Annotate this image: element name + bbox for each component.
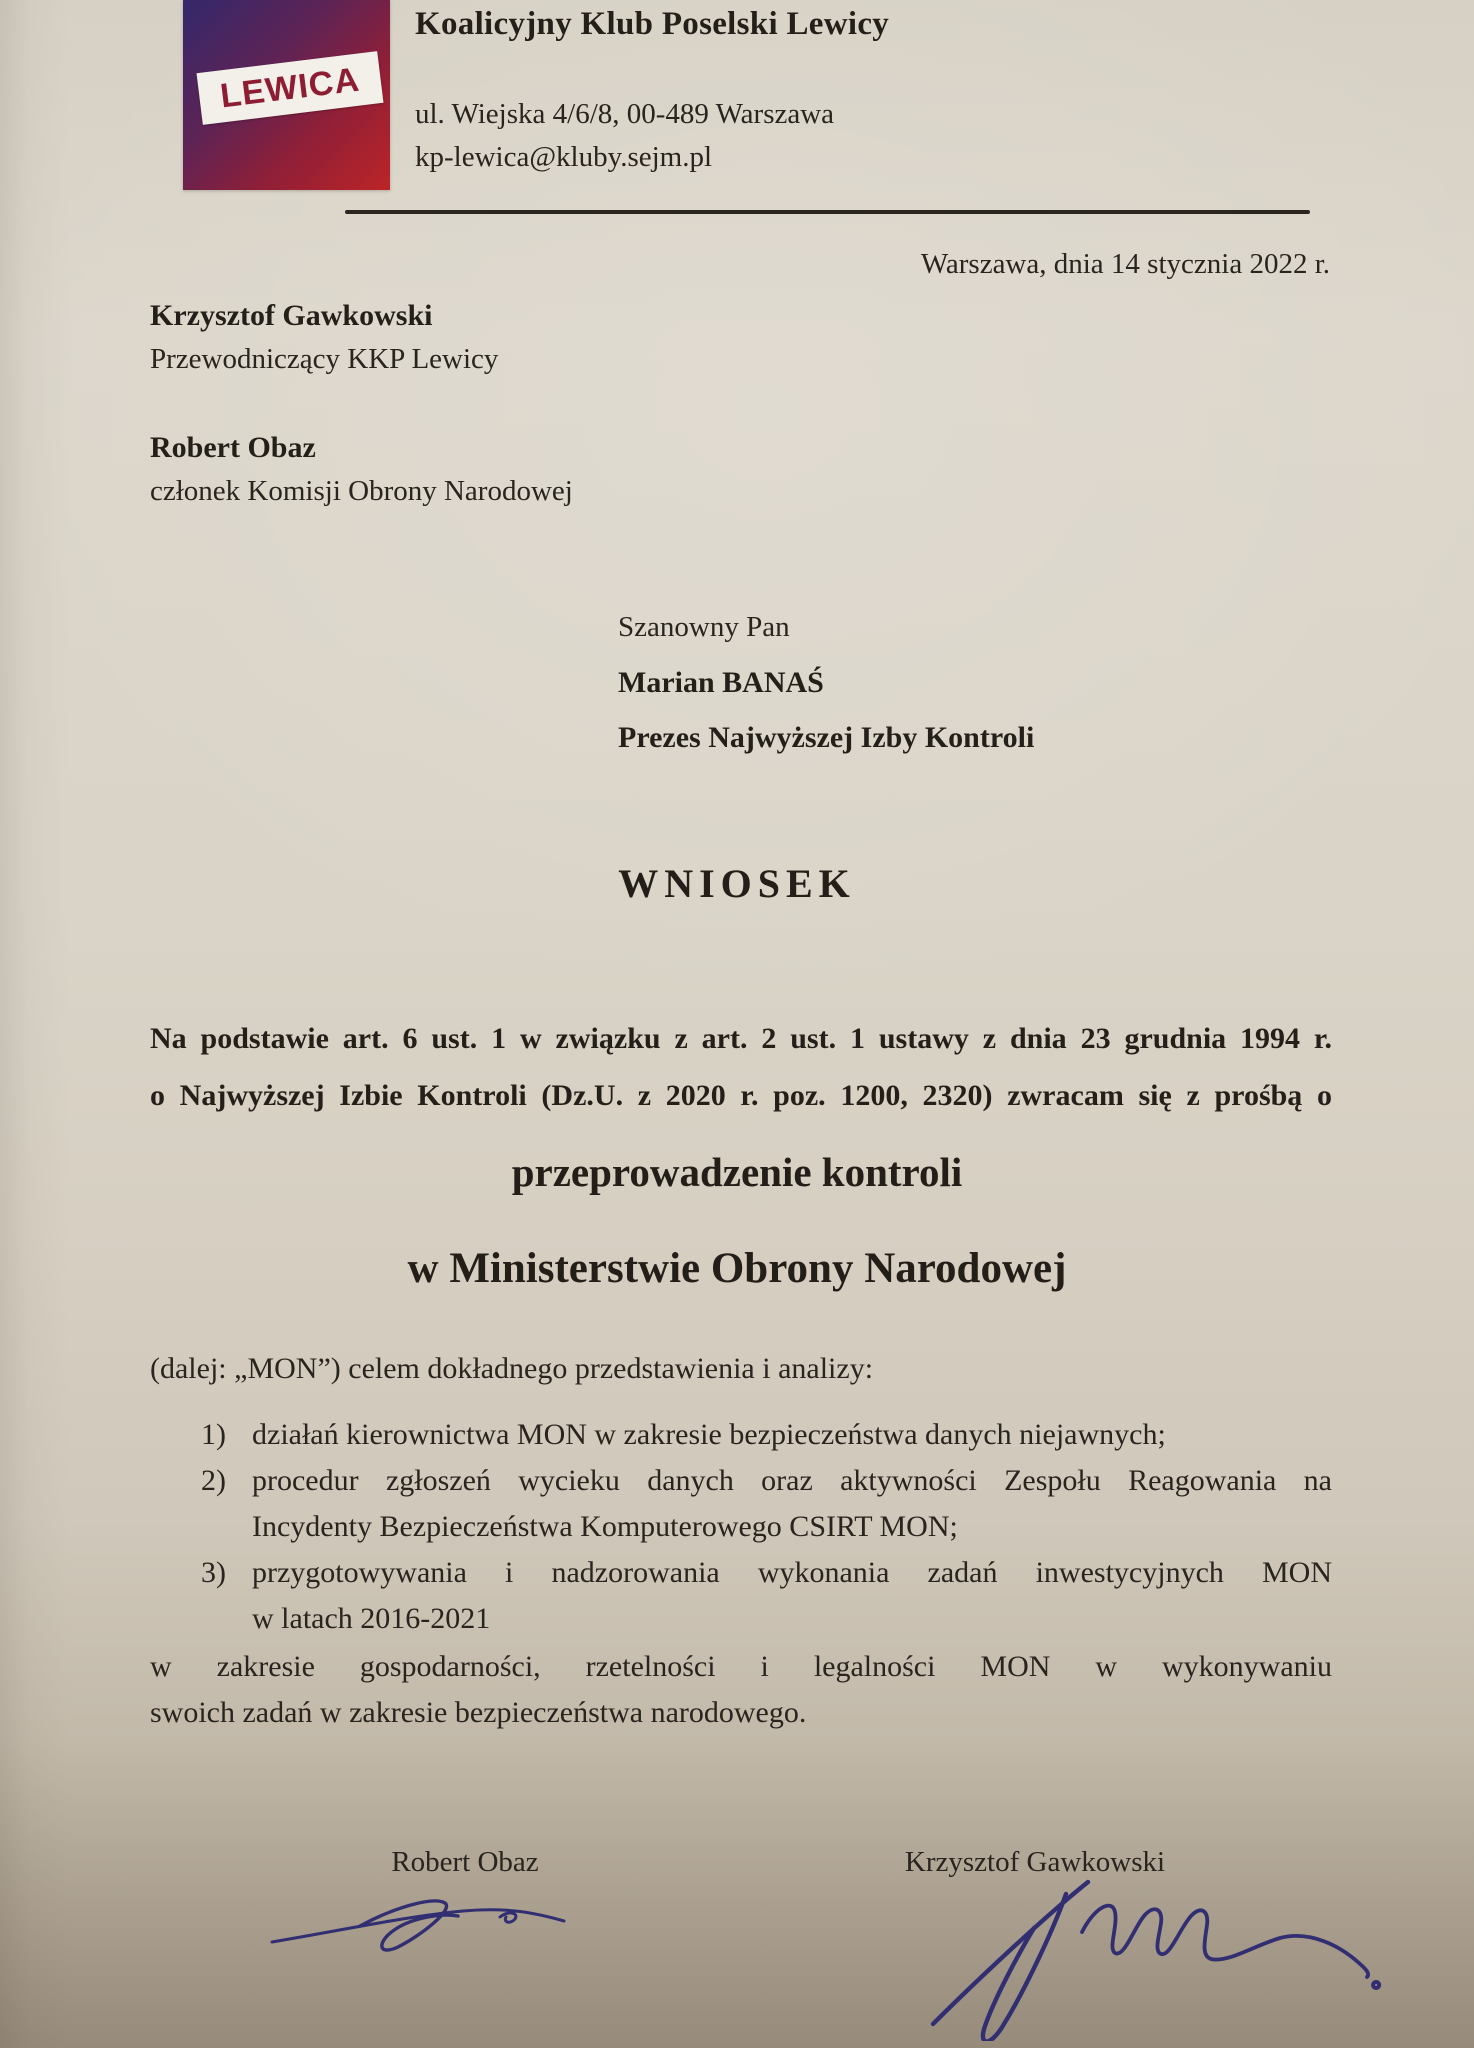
list-item-line: działań kierownictwa MON w zakresie bezpieczeństwa danych niejawnych; [252,1418,1166,1451]
lewica-logo-band [197,51,384,125]
list-item-line: w latach 2016-2021 [252,1602,491,1635]
list-item [150,1550,1332,1642]
recipient-name: Marian BANAŚ [618,666,824,699]
recipient-salutation: Szanowny Pan [618,611,790,643]
request-heading-2: w Ministerstwie Obrony Narodowej [407,1245,1067,1292]
signatory-name-gawkowski: Krzysztof Gawkowski [904,1846,1166,1878]
closing-line: swoich zadań w zakresie bezpieczeństwa narodowego. [150,1696,807,1729]
sender-2-name: Robert Obaz [150,431,316,464]
lewica-logo [183,0,390,190]
org-name: Koalicyjny Klub Poselski Lewicy [415,6,890,42]
list-item-line: procedur zgłoszeń wycieku danych oraz aktywności Zespołu Reagowania na [252,1464,1332,1497]
sender-1-name: Krzysztof Gawkowski [150,299,433,332]
document-title: WNIOSEK [618,861,856,906]
request-scope-block [150,1412,1332,1736]
lewica-logo-text: LEWICA [218,60,362,115]
legal-basis-line: Na podstawie art. 6 ust. 1 w związku z art. 2 ust. 1 ustawy z dnia 23 grudnia 1994 r. [150,1022,1332,1055]
intro-line: (dalej: „MON”) celem dokładnego przedstawienia i analizy: [150,1352,874,1385]
signature-krzysztof-gawkowski-icon [918,1866,1418,2041]
request-heading-1: przeprowadzenie kontroli [511,1149,963,1195]
org-address: ul. Wiejska 4/6/8, 00-489 Warszawa [415,98,835,130]
closing-line: w zakresie gospodarności, rzetelności i legalności MON w wykonywaniu [150,1650,1332,1683]
header-divider [345,210,1310,214]
list-item-text [252,1458,1332,1550]
list-item-line: przygotowywania i nadzorowania wykonania zadań inwestycyjnych MON [252,1556,1332,1589]
sender-2-title: członek Komisji Obrony Narodowej [150,475,573,507]
legal-basis-line: o Najwyższej Izbie Kontroli (Dz.U. z 2020 r. poz. 1200, 2320) zwracam się z prośbą o [150,1079,1332,1112]
list-item [150,1412,1332,1458]
recipient-title: Prezes Najwyższej Izby Kontroli [618,721,1035,754]
closing-paragraph [150,1644,1332,1736]
list-item-marker: 3) [201,1556,226,1589]
list-item-line: Incydenty Bezpieczeństwa Komputerowego CSIRT MON; [252,1510,958,1543]
list-item-marker: 1) [201,1418,226,1451]
signature-robert-obaz-icon [268,1886,568,1971]
list-item-marker: 2) [201,1464,226,1497]
date-line: Warszawa, dnia 14 stycznia 2022 r. [920,248,1330,280]
recipient-block [618,600,1034,765]
list-item-text [252,1550,1332,1642]
sender-1-title: Przewodniczący KKP Lewicy [150,343,499,375]
signatory-name-obaz: Robert Obaz [391,1846,539,1878]
list-item-text [252,1412,1332,1458]
legal-basis-paragraph [150,1010,1332,1124]
org-email: kp-lewica@kluby.sejm.pl [415,141,713,173]
list-item [150,1458,1332,1550]
